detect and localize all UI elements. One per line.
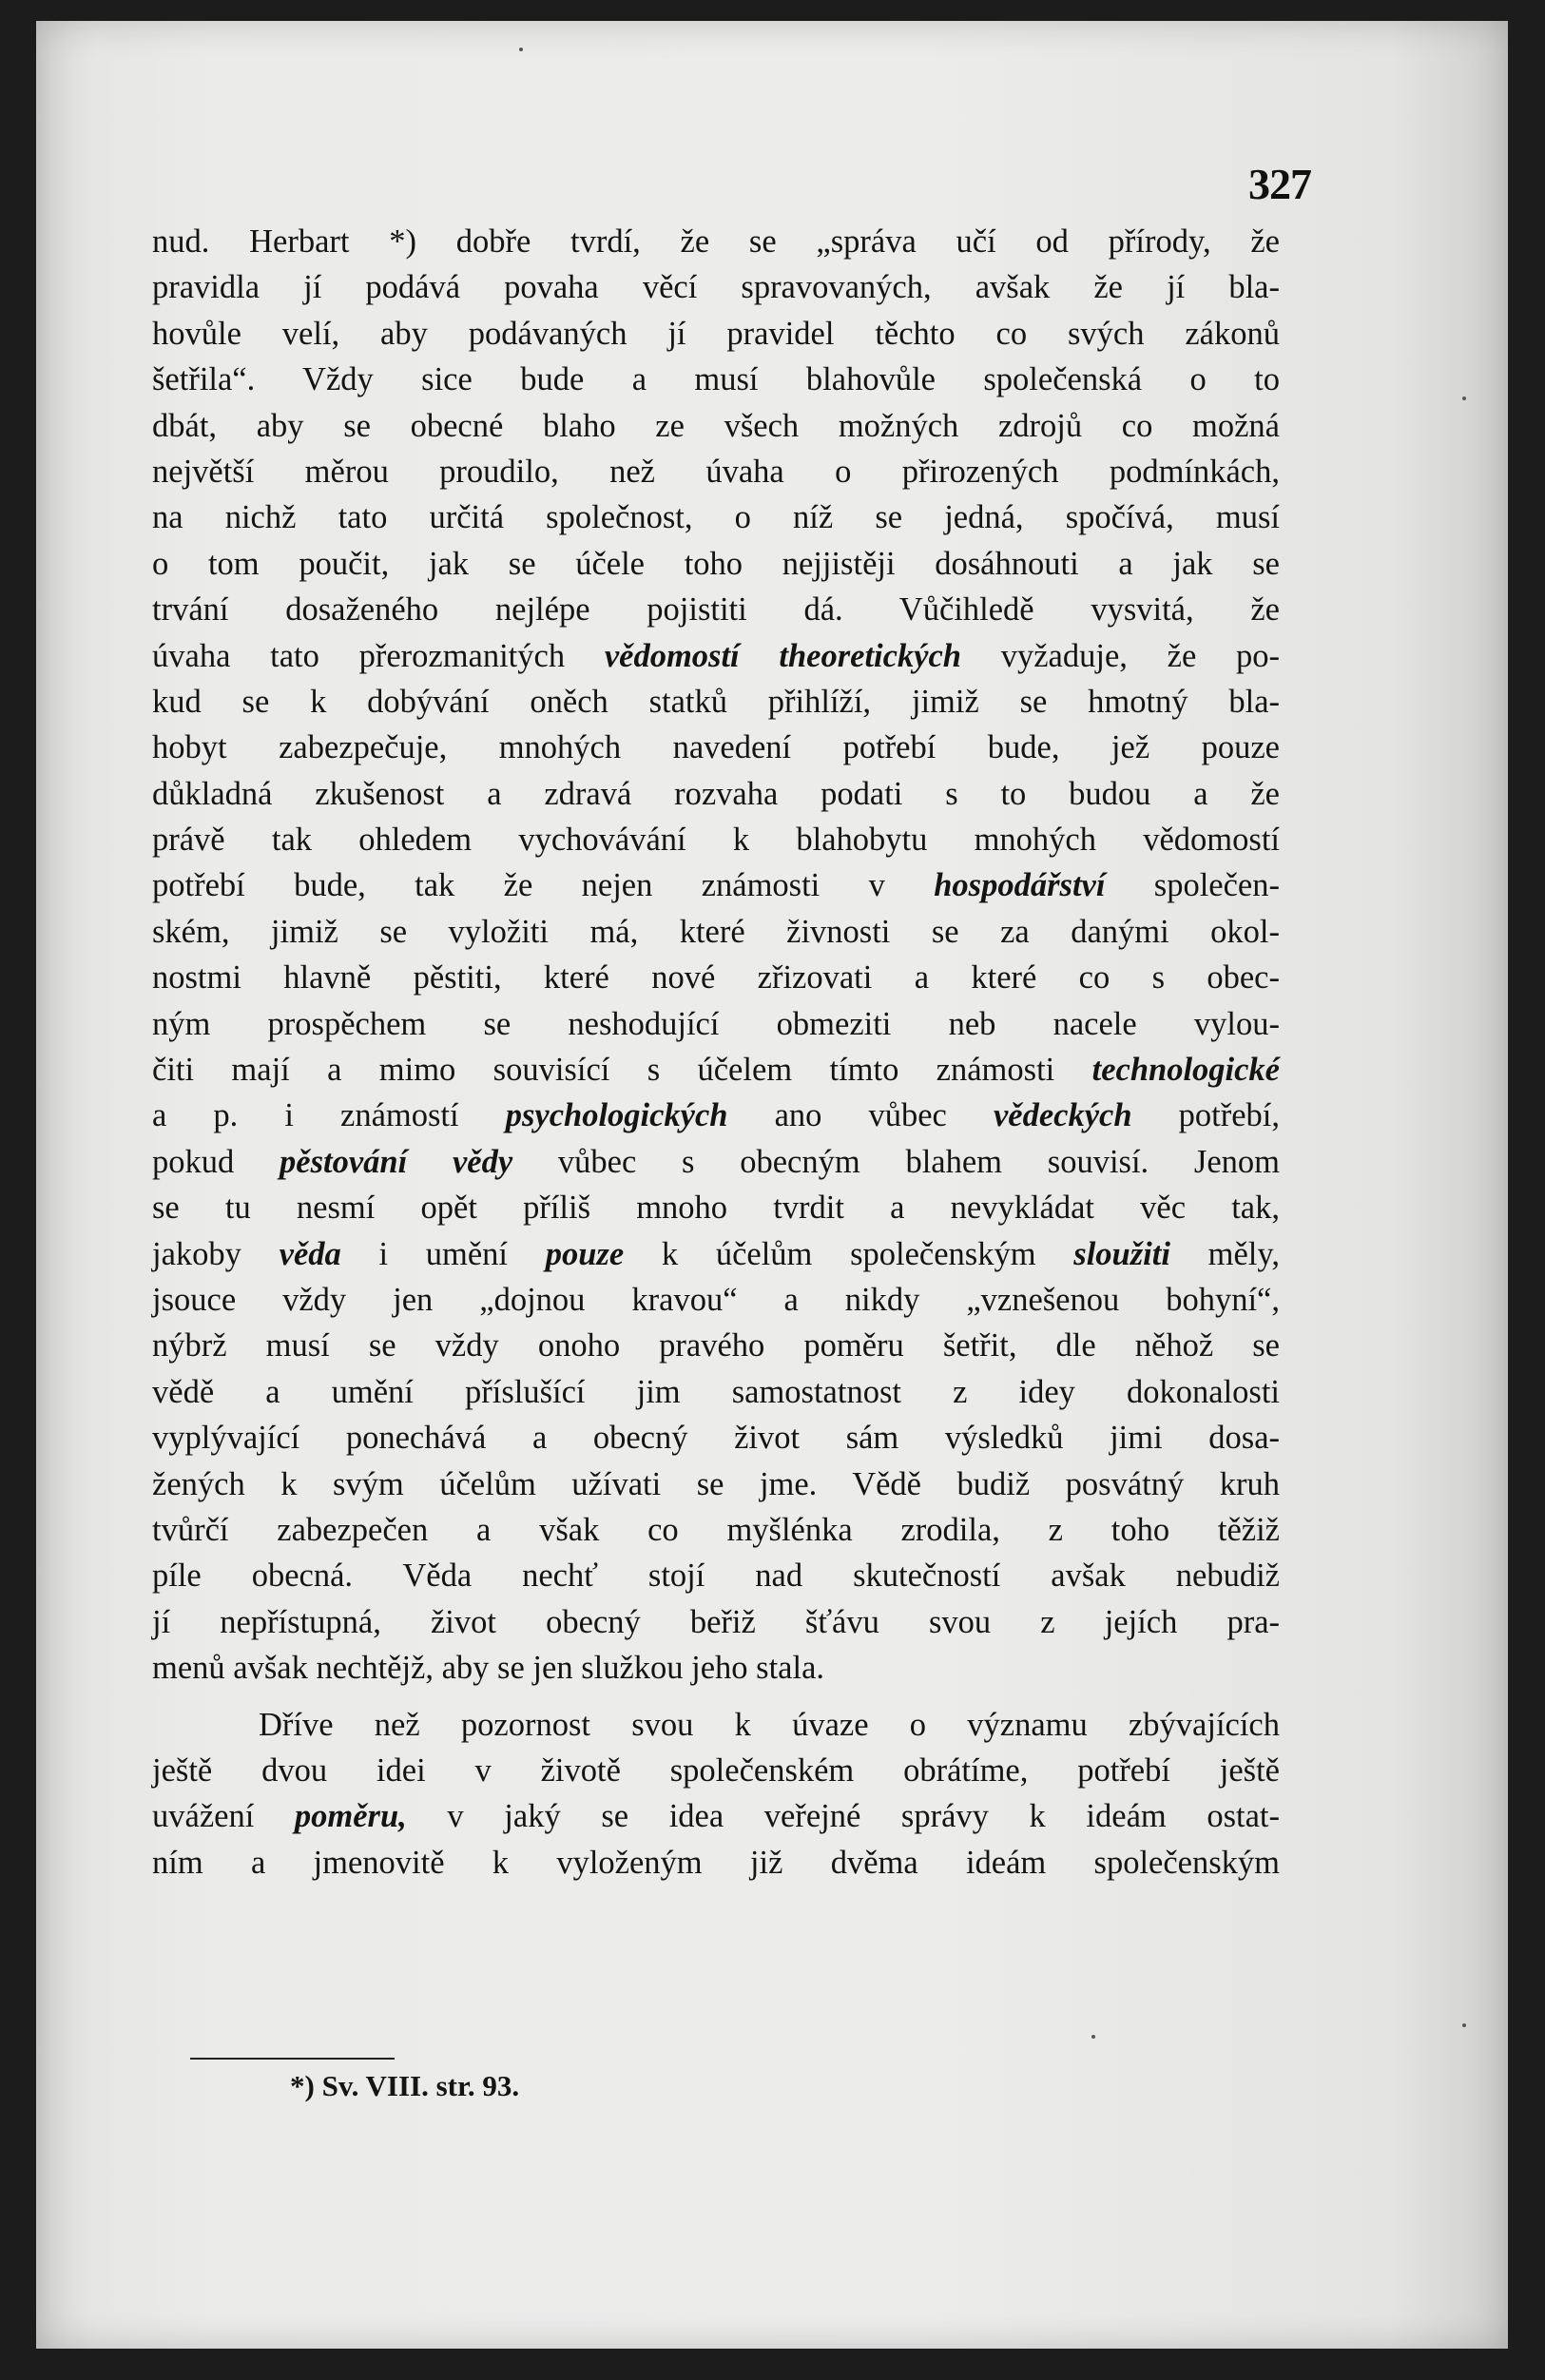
text-line: [152, 1093, 1280, 1138]
text-run: společen-: [1105, 867, 1280, 904]
text-run: čiti mají a mimo souvisící s účelem tímto známosti: [152, 1052, 1092, 1089]
emphasized-term: vědomostí theoretických: [604, 637, 961, 674]
text-line: [152, 1793, 1280, 1839]
text-line: [152, 633, 1280, 679]
text-run: jakoby: [152, 1235, 280, 1272]
text-line: [152, 1139, 1280, 1185]
text-line: o tom poučit, jak se účele toho nejjistěji dosáhnouti a jak se: [152, 545, 1280, 582]
scan-speck: [519, 48, 523, 51]
text-line: ském, jimiž se vyložiti má, které živnosti se za danými okol-: [152, 913, 1280, 950]
text-line: se tu nesmí opět příliš mnoho tvrdit a nevykládat věc tak,: [152, 1190, 1280, 1227]
text-line: menů avšak nechtějž, aby se jen služkou jeho stala.: [152, 1650, 825, 1687]
text-run: i umění: [340, 1235, 546, 1272]
emphasized-term: pěstování vědy: [280, 1143, 513, 1180]
text-line: dbát, aby se obecné blaho ze všech možných zdrojů co možná: [152, 407, 1280, 444]
text-run: úvaha tato přerozmanitých: [152, 637, 605, 674]
text-line: šetřila“. Vždy sice bude a musí blahovůle společenská o to: [152, 361, 1280, 398]
text-run: pokud: [152, 1143, 280, 1180]
text-run: potřebí,: [1131, 1097, 1280, 1134]
page-body-text: [152, 219, 1280, 1886]
paragraph-break: [152, 1692, 1280, 1702]
emphasized-term: vědeckých: [993, 1097, 1132, 1134]
emphasized-term: psychologických: [505, 1097, 728, 1134]
text-run: a p. i známostí: [152, 1097, 506, 1134]
text-line: nud. Herbart *) dobře tvrdí, že se „správa učí od přírody, že: [152, 223, 1280, 260]
text-line: ným prospěchem se neshodující obmeziti neb nacele vylou-: [152, 1005, 1280, 1042]
text-line: píle obecná. Věda nechť stojí nad skutečností avšak nebudiž: [152, 1558, 1280, 1595]
text-line: právě tak ohledem vychovávání k blahobytu mnohých vědomostí: [152, 822, 1280, 859]
emphasized-term: věda: [279, 1235, 341, 1272]
text-run: k účelům společenským: [624, 1235, 1074, 1272]
text-run: vůbec s obecným blahem souvisí. Jenom: [512, 1143, 1281, 1180]
text-line: na nichž tato určitá společnost, o níž se jedná, spočívá, musí: [152, 499, 1280, 536]
text-line: [152, 862, 1280, 908]
text-line: tvůrčí zabezpečen a však co myšlénka zrodila, z toho těžiž: [152, 1511, 1280, 1548]
emphasized-term: technologické: [1091, 1052, 1280, 1089]
emphasized-term: hospodářství: [934, 867, 1106, 904]
footnote-divider: [190, 2058, 395, 2060]
text-run: vyžaduje, že po-: [961, 637, 1280, 674]
text-line: kud se k dobývání oněch statků přihlíží, jimiž se hmotný bla-: [152, 683, 1280, 720]
scan-speck: [1091, 2035, 1095, 2039]
text-line: vyplývající ponechává a obecný život sám výsledků jimi dosa-: [152, 1420, 1280, 1457]
text-line: ním a jmenovitě k vyloženým již dvěma ideám společenským: [152, 1844, 1280, 1881]
text-line: pravidla jí podává povaha věcí spravovaných, avšak že jí bla-: [152, 269, 1280, 306]
text-line: hobyt zabezpečuje, mnohých navedení potřebí bude, jež pouze: [152, 729, 1280, 766]
text-line: [152, 1047, 1280, 1093]
emphasized-term: pouze: [545, 1235, 625, 1272]
scan-speck: [1462, 2023, 1466, 2027]
text-line: nostmi hlavně pěstiti, které nové zřizovati a které co s obec-: [152, 959, 1280, 997]
text-run: v jaký se idea veřejné správy k ideám ostat-: [406, 1798, 1280, 1835]
text-line: největší měrou proudilo, než úvaha o přirozených podmínkách,: [152, 453, 1280, 490]
text-line: Dříve než pozornost svou k úvaze o významu zbývajících: [259, 1706, 1280, 1743]
text-line: důkladná zkušenost a zdravá rozvaha podati s to budou a že: [152, 775, 1280, 812]
footnote: *) Sv. VIII. str. 93.: [290, 2069, 520, 2102]
page-number: 327: [1248, 160, 1311, 208]
text-line: trvání dosaženého nejlépe pojistiti dá. Vůčihledě vysvitá, že: [152, 591, 1280, 629]
text-line: [152, 1231, 1280, 1277]
text-run: potřebí bude, tak že nejen známosti v: [152, 867, 935, 904]
text-run: uvážení: [152, 1798, 295, 1835]
scan-speck: [1462, 397, 1466, 400]
text-line: ještě dvou idei v životě společenském obrátíme, potřebí ještě: [152, 1751, 1280, 1789]
text-line: nýbrž musí se vždy onoho pravého poměru šetřit, dle něhož se: [152, 1327, 1280, 1364]
text-line: žených k svým účelům užívati se jme. Vědě budiž posvátný kruh: [152, 1465, 1280, 1502]
emphasized-term: poměru,: [294, 1798, 407, 1835]
text-run: měly,: [1169, 1235, 1281, 1272]
text-run: ano vůbec: [727, 1097, 994, 1134]
text-line: jsouce vždy jen „dojnou kravou“ a nikdy „vznešenou bohyní“,: [152, 1281, 1280, 1318]
text-line: hovůle velí, aby podávaných jí pravidel těchto co svých zákonů: [152, 315, 1280, 352]
emphasized-term: sloužiti: [1073, 1235, 1170, 1272]
text-line: vědě a umění příslušící jim samostatnost z idey dokonalosti: [152, 1373, 1280, 1410]
text-line: jí nepřístupná, život obecný beřiž šťávu svou z jejích pra-: [152, 1603, 1280, 1640]
